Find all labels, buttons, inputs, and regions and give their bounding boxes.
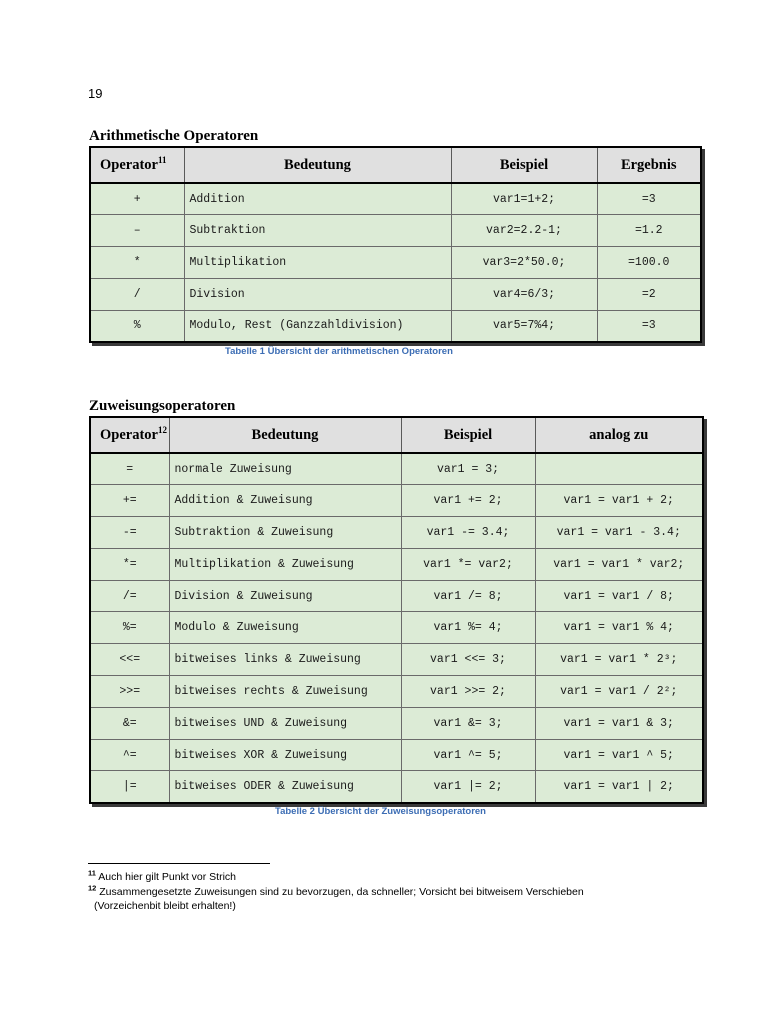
- example-cell: var2=2.2-1;: [451, 215, 597, 247]
- example-cell: var1 ^= 5;: [401, 739, 535, 771]
- op-cell: <<=: [90, 644, 169, 676]
- footnote-12: [88, 885, 584, 913]
- assignment-table: [89, 416, 704, 804]
- op-cell: –: [90, 215, 184, 247]
- meaning-header: Bedeutung: [184, 147, 451, 183]
- operator-header: Operator$^{11}$: [90, 147, 184, 183]
- table-row: [90, 310, 701, 342]
- meaning-cell: Addition: [184, 183, 451, 215]
- arithmetic-heading: Arithmetische Operatoren: [89, 128, 259, 144]
- result-cell: =1.2: [597, 215, 701, 247]
- analog-cell: var1 = var1 | 2;: [535, 771, 703, 803]
- example-cell: var1 |= 2;: [401, 771, 535, 803]
- meaning-cell: Multiplikation & Zuweisung: [169, 548, 401, 580]
- op-cell: >>=: [90, 676, 169, 708]
- meaning-cell: Subtraktion & Zuweisung: [169, 517, 401, 549]
- footnote-11: [88, 870, 236, 884]
- footnote-separator: [88, 863, 270, 864]
- op-cell: +=: [90, 485, 169, 517]
- op-cell: +: [90, 183, 184, 215]
- analog-cell: var1 = var1 / 2²;: [535, 676, 703, 708]
- analog-cell: var1 = var1 & 3;: [535, 707, 703, 739]
- table-row: [90, 247, 701, 279]
- op-cell: =: [90, 453, 169, 485]
- meaning-cell: Division & Zuweisung: [169, 580, 401, 612]
- example-cell: var1 <<= 3;: [401, 644, 535, 676]
- assignment-heading: Zuweisungsoperatoren: [89, 398, 236, 414]
- op-cell: ^=: [90, 739, 169, 771]
- analog-cell: var1 = var1 * 2³;: [535, 644, 703, 676]
- example-cell: var1 %= 4;: [401, 612, 535, 644]
- meaning-cell: Modulo, Rest (Ganzzahldivision): [184, 310, 451, 342]
- analog-cell: [535, 453, 703, 485]
- example-header: Beispiel: [401, 417, 535, 453]
- page-number: 19: [88, 86, 103, 101]
- meaning-cell: bitweises UND & Zuweisung: [169, 707, 401, 739]
- result-cell: =100.0: [597, 247, 701, 279]
- example-cell: var5=7%4;: [451, 310, 597, 342]
- table-row: [90, 215, 701, 247]
- analog-cell: var1 = var1 - 3.4;: [535, 517, 703, 549]
- table-row: [90, 707, 703, 739]
- analog-cell: var1 = var1 * var2;: [535, 548, 703, 580]
- op-cell: &=: [90, 707, 169, 739]
- analog-cell: var1 = var1 % 4;: [535, 612, 703, 644]
- analog-cell: var1 = var1 / 8;: [535, 580, 703, 612]
- meaning-header: Bedeutung: [169, 417, 401, 453]
- meaning-cell: bitweises rechts & Zuweisung: [169, 676, 401, 708]
- meaning-cell: Multiplikation: [184, 247, 451, 279]
- example-cell: var1 -= 3.4;: [401, 517, 535, 549]
- table-row: [90, 580, 703, 612]
- analog-cell: var1 = var1 ^ 5;: [535, 739, 703, 771]
- footnote-text: Auch hier gilt Punkt vor Strich: [98, 871, 237, 883]
- table-row: [90, 548, 703, 580]
- meaning-cell: bitweises XOR & Zuweisung: [169, 739, 401, 771]
- example-cell: var1 &= 3;: [401, 707, 535, 739]
- example-cell: var1=1+2;: [451, 183, 597, 215]
- meaning-cell: Modulo & Zuweisung: [169, 612, 401, 644]
- table-row: [90, 485, 703, 517]
- analog-header: analog zu: [535, 417, 703, 453]
- footnote-mark: 12: [88, 883, 97, 893]
- analog-cell: var1 = var1 + 2;: [535, 485, 703, 517]
- meaning-cell: Division: [184, 278, 451, 310]
- op-cell: -=: [90, 517, 169, 549]
- footnote-continuation: (Vorzeichenbit bleibt erhalten!): [94, 900, 236, 912]
- result-cell: =3: [597, 310, 701, 342]
- arithmetic-table: [89, 146, 702, 343]
- meaning-cell: Subtraktion: [184, 215, 451, 247]
- table-row: [90, 278, 701, 310]
- example-cell: var1 >>= 2;: [401, 676, 535, 708]
- table-row: [90, 517, 703, 549]
- footnote-text: Zusammengesetzte Zuweisungen sind zu bevorzugen, da schneller; Vorsicht bei bitweisem Verschieben: [99, 886, 584, 898]
- table-row: [90, 771, 703, 803]
- footnote-ref-12: 12: [157, 424, 167, 435]
- op-cell: *=: [90, 548, 169, 580]
- table-row: [90, 644, 703, 676]
- operator-header: Operator$^{12}$: [90, 417, 169, 453]
- meaning-cell: bitweises links & Zuweisung: [169, 644, 401, 676]
- table-row: [90, 739, 703, 771]
- result-header: Ergebnis: [597, 147, 701, 183]
- meaning-cell: normale Zuweisung: [169, 453, 401, 485]
- op-cell: /: [90, 278, 184, 310]
- result-cell: =3: [597, 183, 701, 215]
- table-row: [90, 676, 703, 708]
- arithmetic-caption: Tabelle 1 Übersicht der arithmetischen Operatoren: [225, 346, 453, 357]
- example-cell: var1 /= 8;: [401, 580, 535, 612]
- table-row: [90, 453, 703, 485]
- example-cell: var1 *= var2;: [401, 548, 535, 580]
- example-header: Beispiel: [451, 147, 597, 183]
- op-cell: %: [90, 310, 184, 342]
- table-row: [90, 612, 703, 644]
- assignment-caption: Tabelle 2 Übersicht der Zuweisungsoperatoren: [275, 806, 486, 817]
- arithmetic-header-row: [90, 147, 701, 183]
- table-row: [90, 183, 701, 215]
- meaning-cell: Addition & Zuweisung: [169, 485, 401, 517]
- assignment-header-row: [90, 417, 703, 453]
- meaning-cell: bitweises ODER & Zuweisung: [169, 771, 401, 803]
- footnote-mark: 11: [88, 868, 96, 878]
- result-cell: =2: [597, 278, 701, 310]
- example-cell: var1 += 2;: [401, 485, 535, 517]
- example-cell: var1 = 3;: [401, 453, 535, 485]
- op-cell: %=: [90, 612, 169, 644]
- example-cell: var4=6/3;: [451, 278, 597, 310]
- op-cell: *: [90, 247, 184, 279]
- footnote-ref-11: 11: [157, 154, 167, 165]
- op-cell: /=: [90, 580, 169, 612]
- op-cell: |=: [90, 771, 169, 803]
- example-cell: var3=2*50.0;: [451, 247, 597, 279]
